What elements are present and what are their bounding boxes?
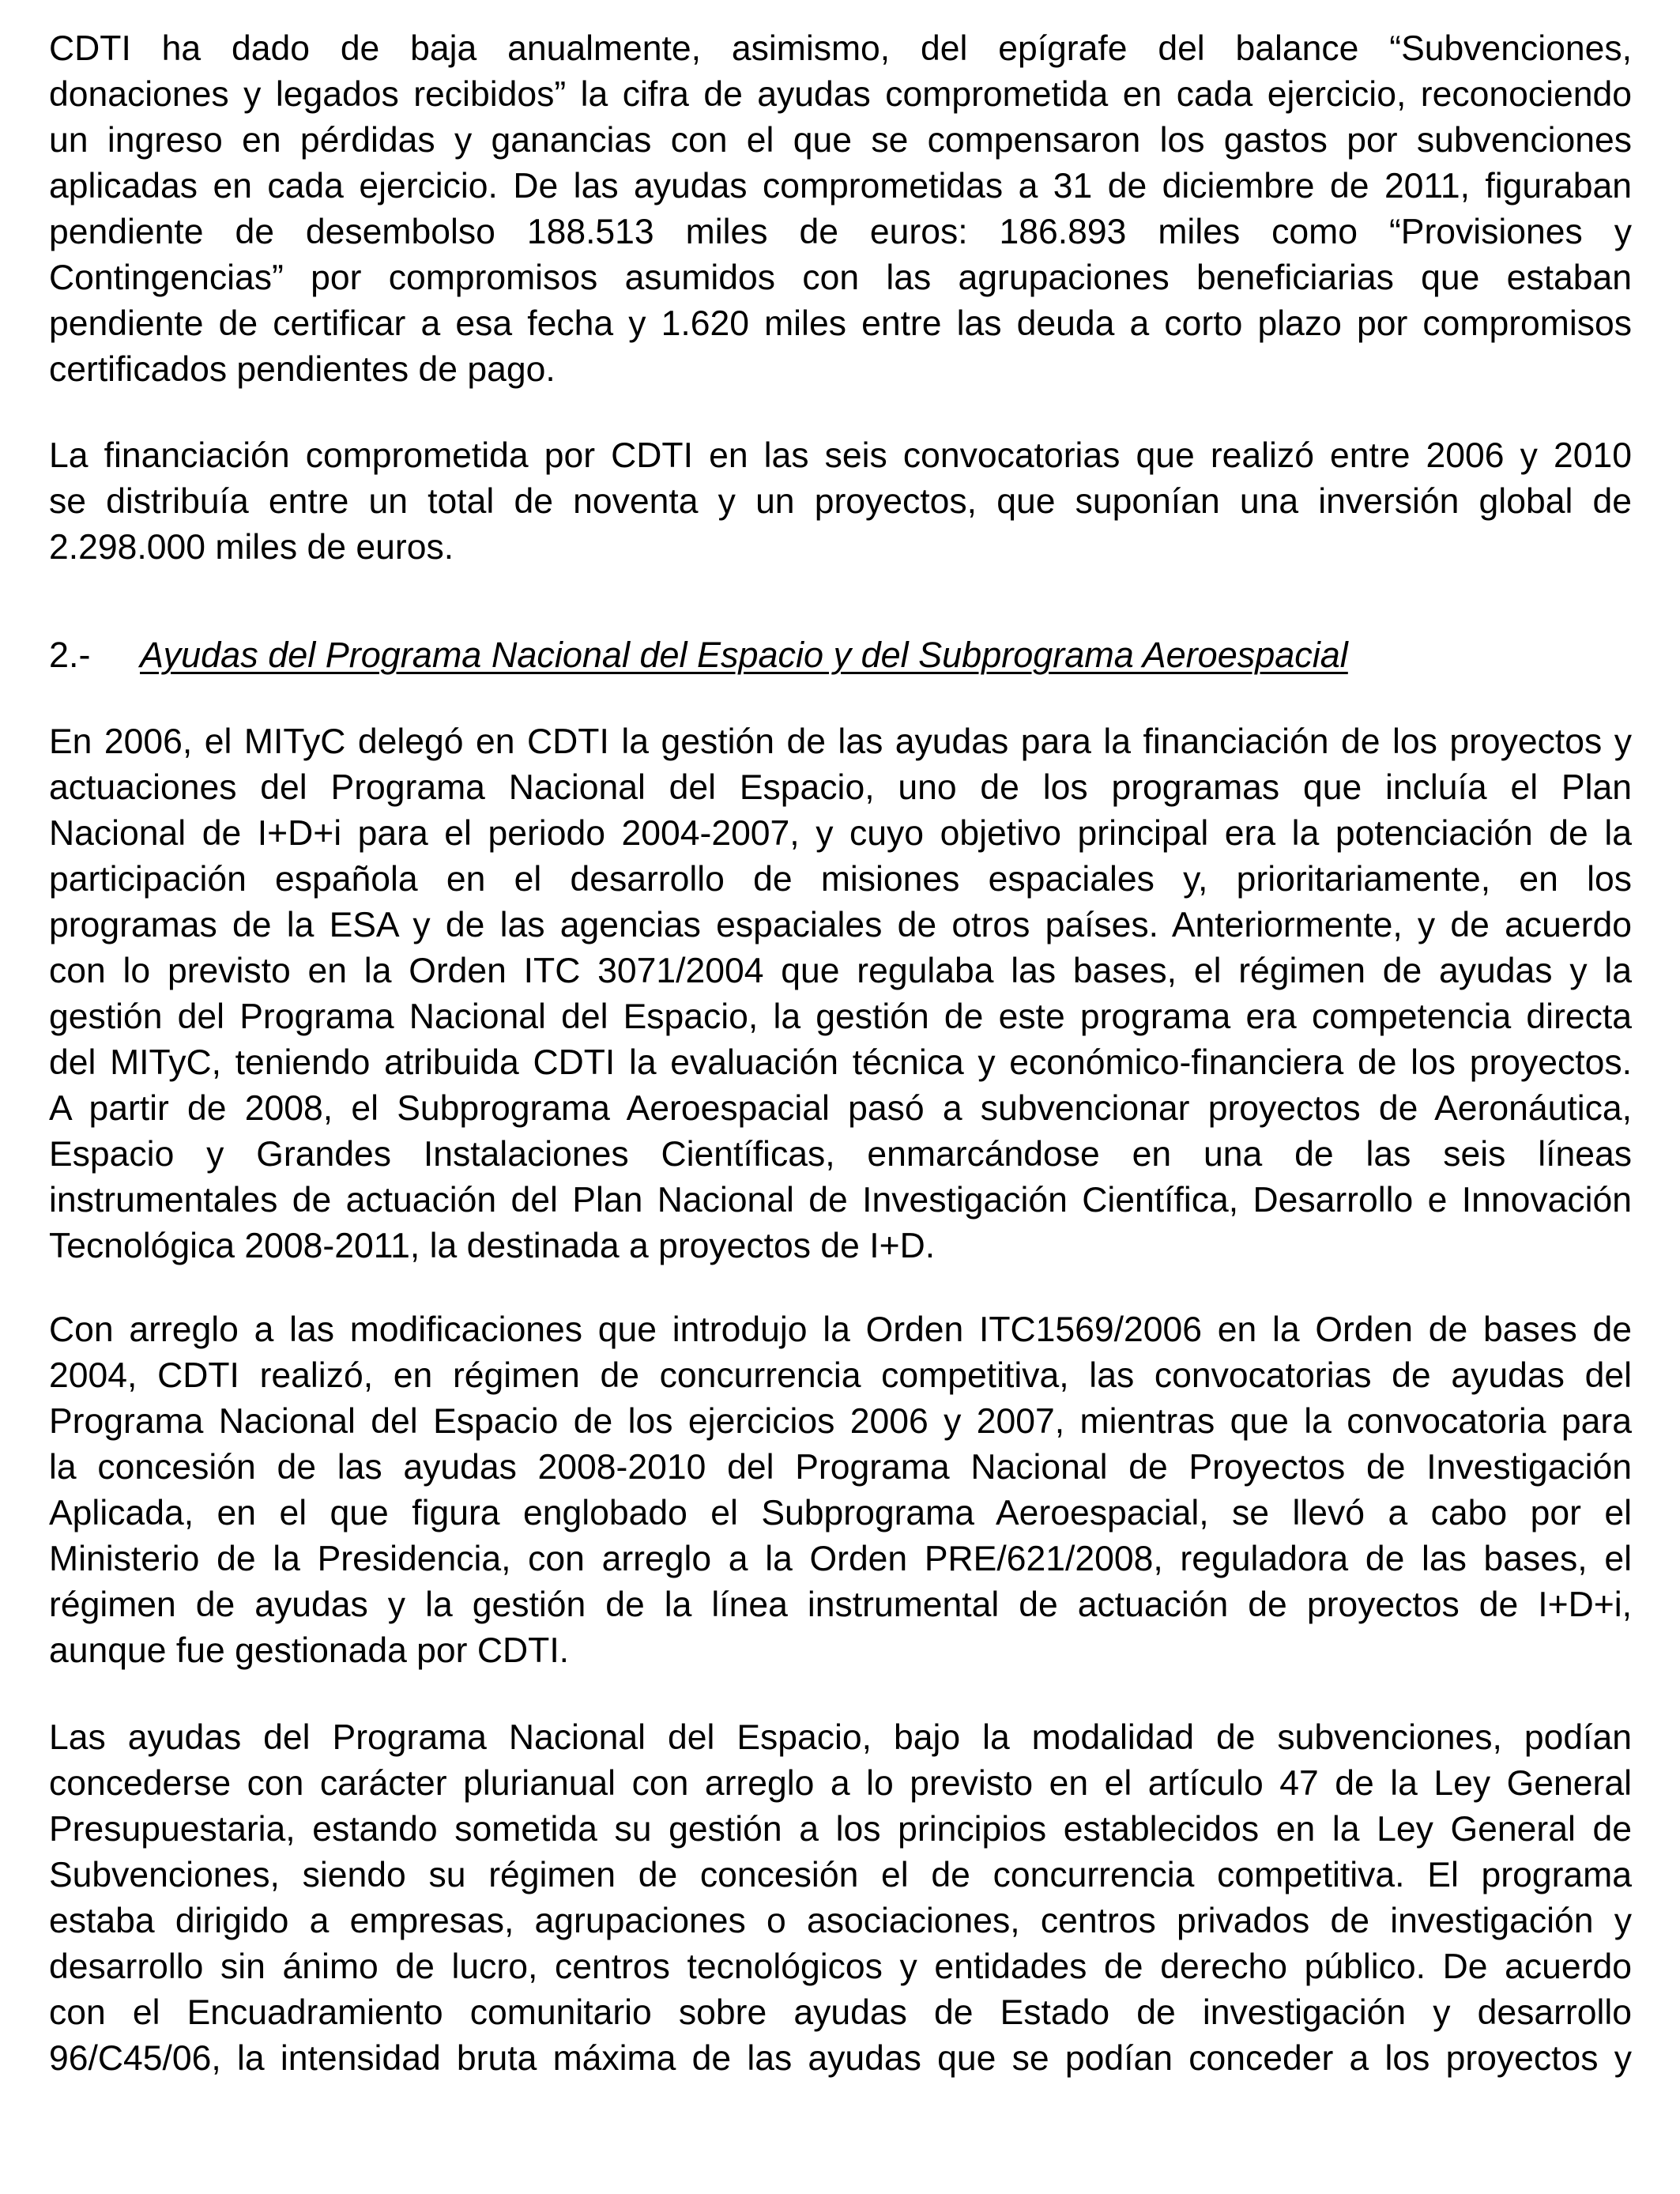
section-heading xyxy=(49,632,1632,678)
text-line: aunque fue gestionada por CDTI. xyxy=(49,1631,570,1670)
text-line: Nacional de I+D+i para el periodo 2004-2007, y cuyo objetivo principal era la potenciación de la xyxy=(49,814,1632,853)
text-line: gestión del Programa Nacional del Espacio, la gestión de este programa era competencia directa xyxy=(49,997,1632,1036)
text-line: participación española en el desarrollo de misiones espaciales y, prioritariamente, en los xyxy=(49,860,1632,899)
text-line: régimen de ayudas y la gestión de la línea instrumental de actuación de proyectos de I+D+i, xyxy=(49,1585,1632,1624)
text-line: Presupuestaria, estando sometida su gestión a los principios establecidos en la Ley General de xyxy=(49,1810,1632,1849)
text-line: pendiente de certificar a esa fecha y 1.620 miles entre las deuda a corto plazo por compromisos xyxy=(49,304,1632,343)
text-line: concederse con carácter plurianual con arreglo a lo previsto en el artículo 47 de la Ley General xyxy=(49,1764,1632,1803)
text-line: Tecnológica 2008-2011, la destinada a proyectos de I+D. xyxy=(49,1227,936,1265)
text-line: un ingreso en pérdidas y ganancias con el que se compensaron los gastos por subvenciones xyxy=(49,121,1632,160)
text-line: del MITyC, teniendo atribuida CDTI la evaluación técnica y económico-financiera de los proyectos. xyxy=(49,1043,1632,1082)
text-line: 2004, CDTI realizó, en régimen de concurrencia competitiva, las convocatorias de ayudas del xyxy=(49,1356,1632,1395)
text-line: CDTI ha dado de baja anualmente, asimismo, del epígrafe del balance “Subvenciones, xyxy=(49,29,1632,68)
text-line: Programa Nacional del Espacio de los ejercicios 2006 y 2007, mientras que la convocatoria para xyxy=(49,1402,1632,1441)
text-line: donaciones y legados recibidos” la cifra de ayudas comprometida en cada ejercicio, reconociendo xyxy=(49,75,1632,114)
text-line: Ministerio de la Presidencia, con arreglo a la Orden PRE/621/2008, reguladora de las bases, el xyxy=(49,1540,1632,1578)
text-line: 96/C45/06, la intensidad bruta máxima de las ayudas que se podían conceder a los proyectos y xyxy=(49,2039,1632,2078)
text-line: la concesión de las ayudas 2008-2010 del Programa Nacional de Proyectos de Investigación xyxy=(49,1448,1632,1487)
text-line: con el Encuadramiento comunitario sobre ayudas de Estado de investigación y desarrollo xyxy=(49,1993,1632,2032)
text-line: 2.298.000 miles de euros. xyxy=(49,528,454,567)
text-line: estaba dirigido a empresas, agrupaciones o asociaciones, centros privados de investigación y xyxy=(49,1902,1632,1940)
text-line: certificados pendientes de pago. xyxy=(49,350,556,389)
text-line: con lo previsto en la Orden ITC 3071/2004 que regulaba las bases, el régimen de ayudas y la xyxy=(49,952,1632,990)
text-line: Con arreglo a las modificaciones que introdujo la Orden ITC1569/2006 en la Orden de bases de xyxy=(49,1310,1632,1349)
text-line: Espacio y Grandes Instalaciones Científicas, enmarcándose en una de las seis líneas xyxy=(49,1135,1632,1174)
text-line: En 2006, el MITyC delegó en CDTI la gestión de las ayudas para la financiación de los proyectos y xyxy=(49,722,1632,761)
section-number: 2.- xyxy=(49,635,91,675)
text-line: programas de la ESA y de las agencias espaciales de otros países. Anteriormente, y de acuerdo xyxy=(49,906,1632,944)
text-line: desarrollo sin ánimo de lucro, centros tecnológicos y entidades de derecho público. De acuerdo xyxy=(49,1947,1632,1986)
text-line: Subvenciones, siendo su régimen de concesión el de concurrencia competitiva. El programa xyxy=(49,1856,1632,1894)
text-line: La financiación comprometida por CDTI en las seis convocatorias que realizó entre 2006 y 2010 xyxy=(49,436,1632,475)
text-line: actuaciones del Programa Nacional del Espacio, uno de los programas que incluía el Plan xyxy=(49,768,1632,807)
text-line: pendiente de desembolso 188.513 miles de euros: 186.893 miles como “Provisiones y xyxy=(49,213,1632,251)
text-line: instrumentales de actuación del Plan Nacional de Investigación Científica, Desarrollo e Innovación xyxy=(49,1181,1632,1220)
text-line: se distribuía entre un total de noventa y un proyectos, que suponían una inversión global de xyxy=(49,482,1632,521)
section-title: Ayudas del Programa Nacional del Espacio y del Subprograma Aeroespacial xyxy=(140,635,1348,675)
text-line: A partir de 2008, el Subprograma Aeroespacial pasó a subvencionar proyectos de Aeronáutica, xyxy=(49,1089,1632,1128)
text-line: Contingencias” por compromisos asumidos con las agrupaciones beneficiarias que estaban xyxy=(49,258,1632,297)
text-line: Las ayudas del Programa Nacional del Espacio, bajo la modalidad de subvenciones, podían xyxy=(49,1718,1632,1757)
text-line: Aplicada, en el que figura englobado el Subprograma Aeroespacial, se llevó a cabo por el xyxy=(49,1494,1632,1532)
text-line: aplicadas en cada ejercicio. De las ayudas comprometidas a 31 de diciembre de 2011, figuraban xyxy=(49,167,1632,205)
